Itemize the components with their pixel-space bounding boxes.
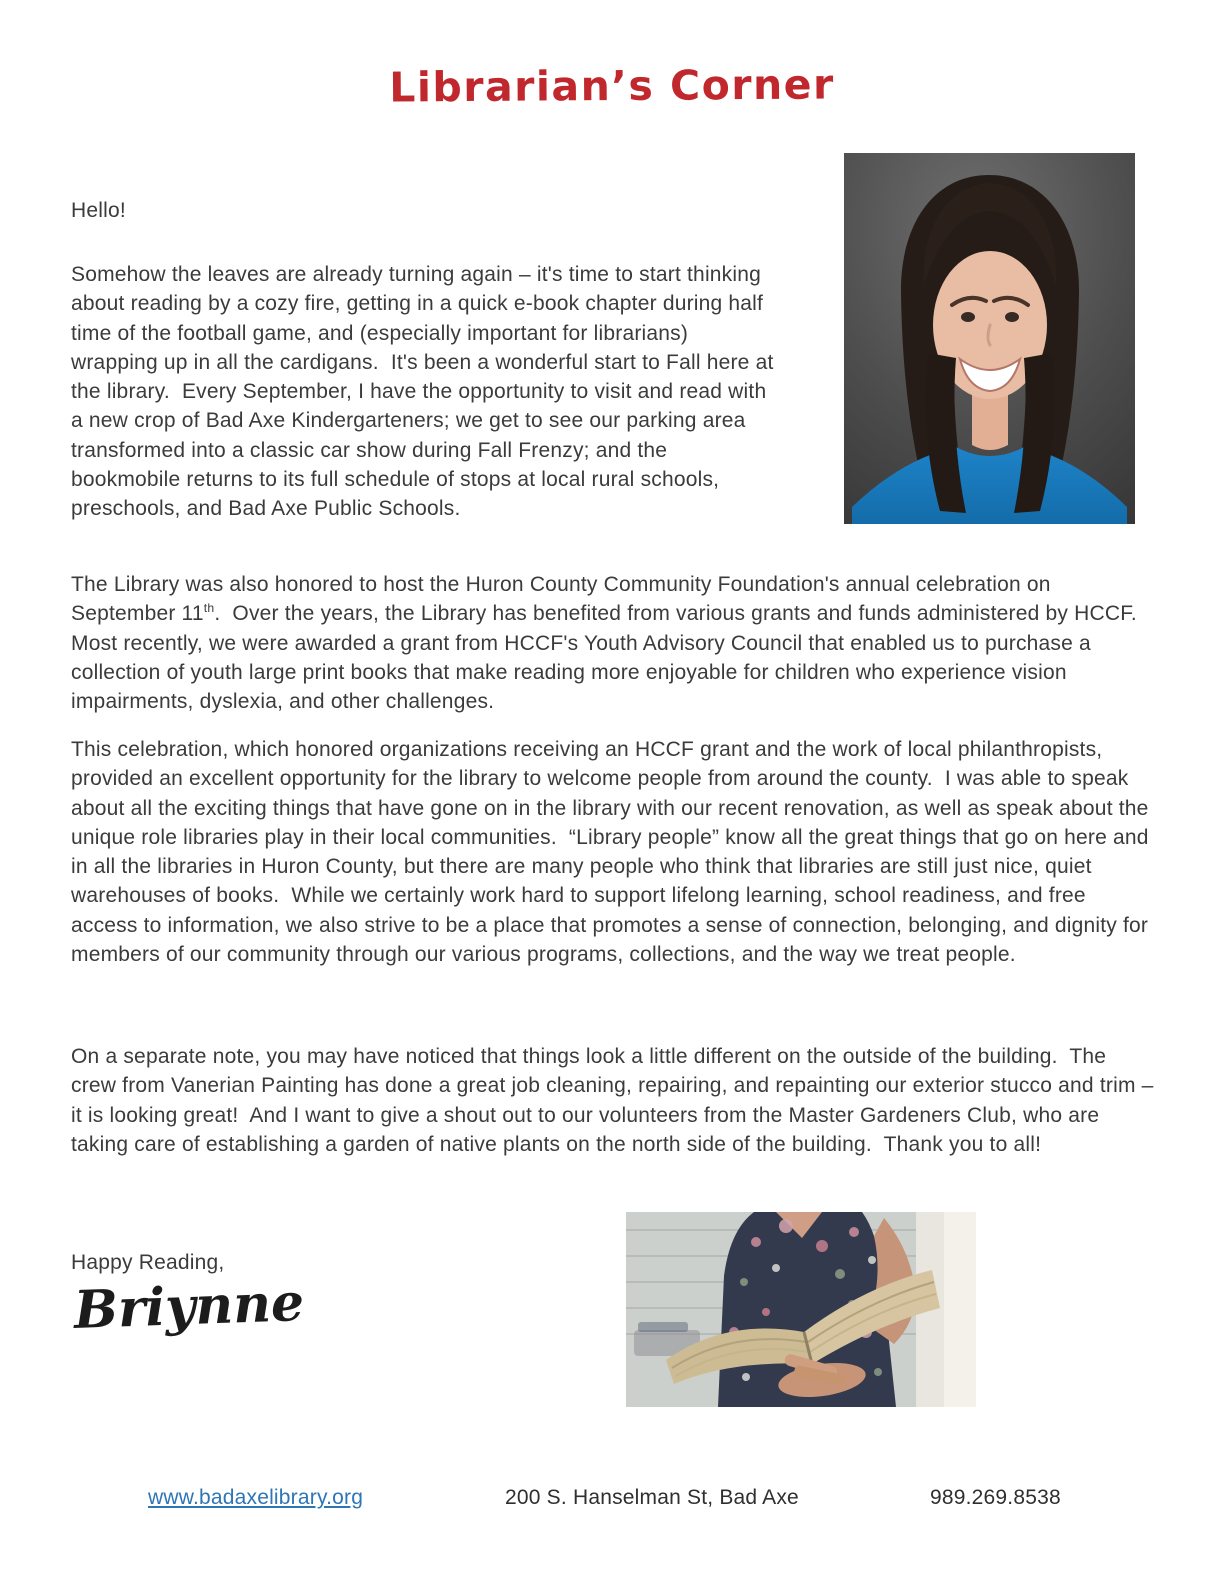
paragraph-hccf-text-end: . Over the years, the Library has benefited from various grants and funds administered by HCCF. Most recently, we were awarded a grant from HCCF's Youth Advisory Council that enabled us to purchase a collection of youth large print books that make reading more enjoyable for children who experience vision impairments, dyslexia, and other challenges.: [71, 602, 1150, 714]
page-title: Librarian’s Corner: [389, 60, 835, 112]
website-link[interactable]: www.badaxelibrary.org: [148, 1486, 364, 1509]
signature-briynne: Briynne: [73, 1272, 306, 1341]
paragraph-hccf-celebration: [71, 570, 1157, 716]
reading-photo-graphic: [626, 1212, 976, 1407]
ordinal-superscript: th: [203, 601, 215, 616]
portrait-photo-graphic: [844, 153, 1135, 524]
footer-phone: 989.269.8538: [930, 1486, 1061, 1509]
greeting-text: Hello!: [71, 199, 126, 222]
paragraph-building-updates: On a separate note, you may have noticed that things look a little different on the outside of the building. The crew from Vanerian Painting has done a great job cleaning, repairing, and repainting our exterior stucco and trim – it is looking great! And I want to give a shout out to our volunteers from the Master Gardeners Club, who are taking care of establishing a garden of native plants on the north side of the building. Thank you to all!: [71, 1045, 1160, 1156]
open-book-reading-photo: [626, 1212, 976, 1407]
paragraph-hccf-text-start: The Library was also honored to host the Huron County Community Foundation's annual celebration on September 11: [71, 573, 1057, 626]
footer-address: 200 S. Hanselman St, Bad Axe: [505, 1486, 799, 1509]
closing-text: Happy Reading,: [71, 1251, 225, 1274]
paragraph-library-role: This celebration, which honored organizations receiving an HCCF grant and the work of local philanthropists, provided an excellent opportunity for the library to welcome people from around the county. I was able to speak about all the exciting things that have gone on in the library with our recent renovation, as well as speak about the unique role libraries play in their local communities. “Library people” know all the great things that go on here and in all the libraries in Huron County, but there are many people who think that libraries are still just nice, quiet warehouses of books. While we certainly work hard to support lifelong learning, school readiness, and free access to information, we also strive to be a place that promotes a sense of connection, belonging, and dignity for members of our community through our various programs, collections, and the way we treat people.: [71, 738, 1155, 967]
librarian-portrait-photo: [844, 153, 1135, 524]
paragraph-fall-intro: Somehow the leaves are already turning again – it's time to start thinking about reading by a cozy fire, getting in a quick e-book chapter during half time of the football game, and (especially important for librarians) wrapping up in all the cardigans. It's been a wonderful start to Fall here at the library. Every September, I have the opportunity to visit and read with a new crop of Bad Axe Kindergarteners; we get to see our parking area transformed into a classic car show during Fall Frenzy; and the bookmobile returns to its full schedule of stops at local rural schools, preschools, and Bad Axe Public Schools.: [71, 263, 780, 521]
